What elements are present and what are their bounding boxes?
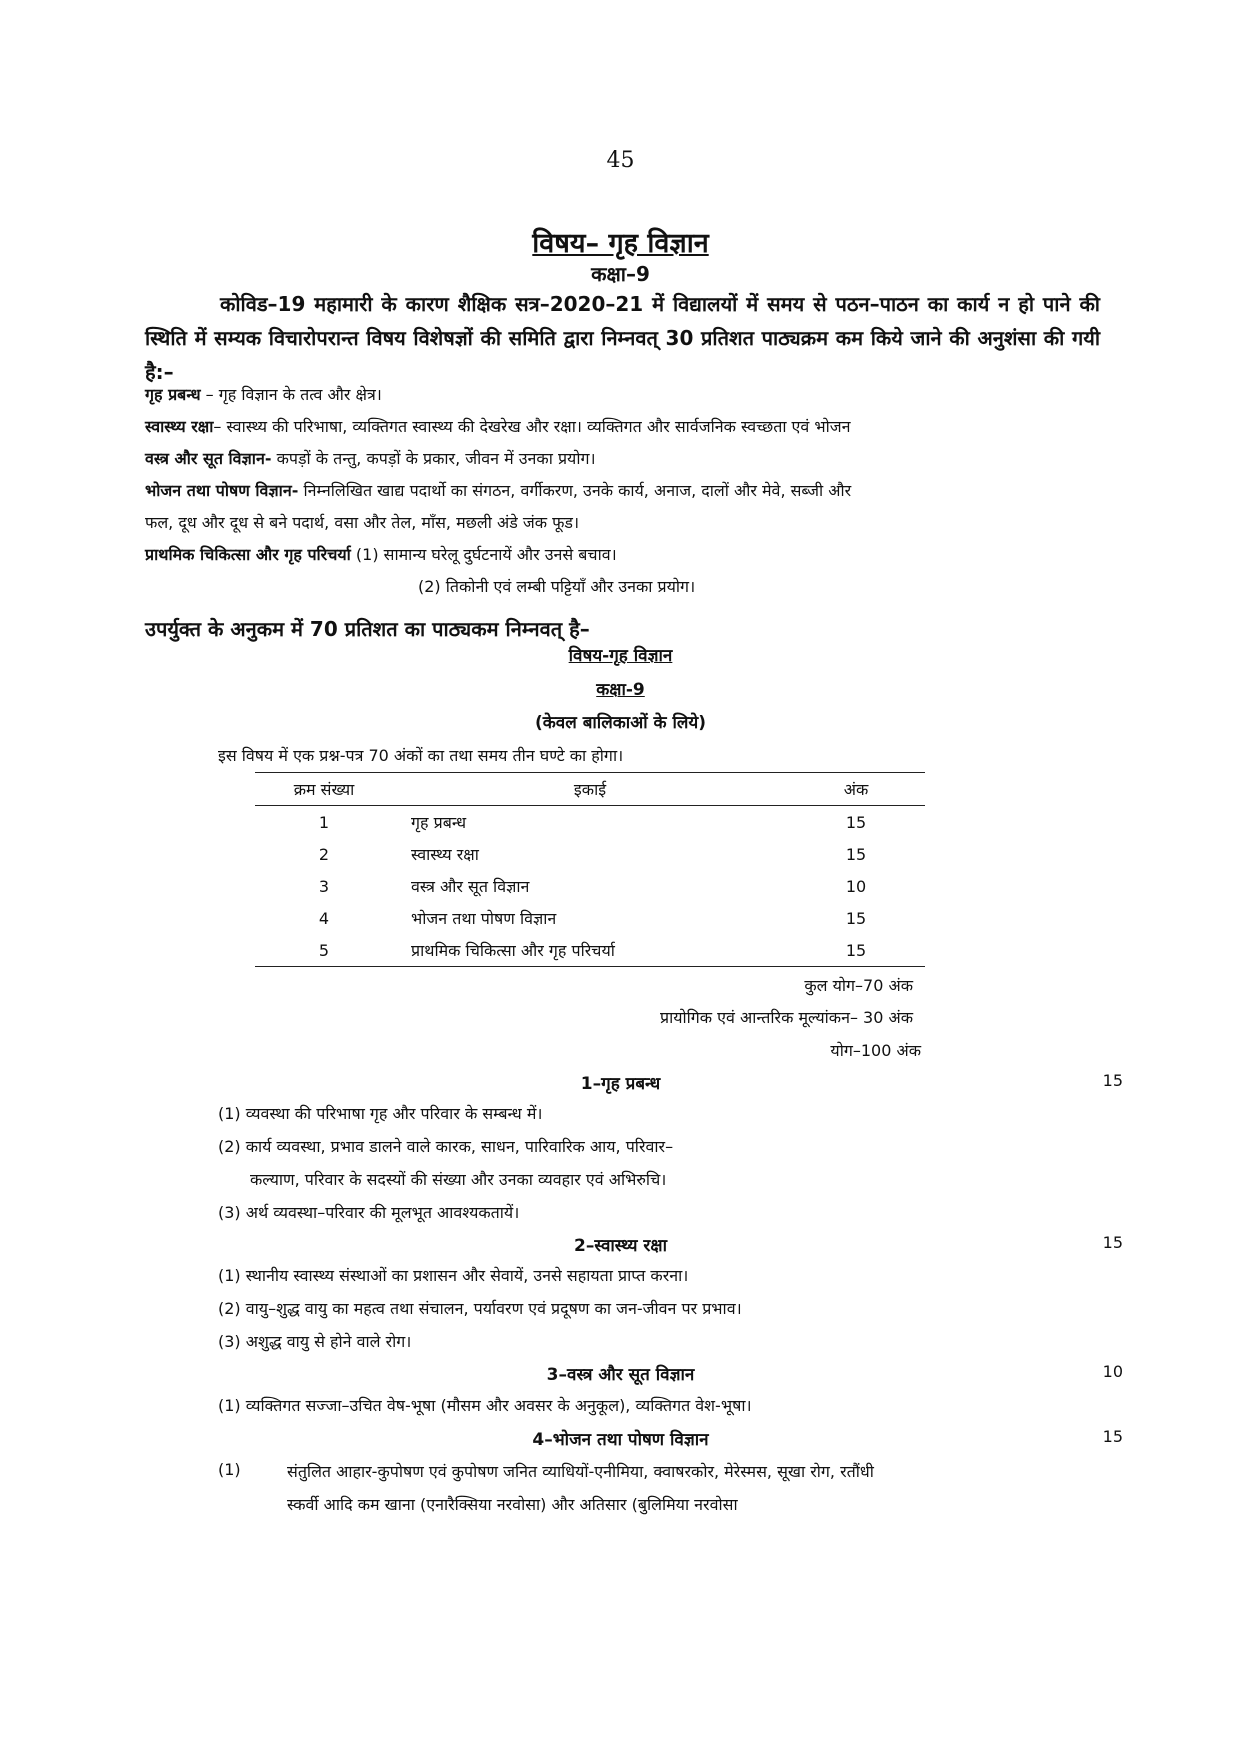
reduced-item — [145, 543, 1105, 567]
cell-serial: 5 — [255, 934, 393, 967]
list-item: (1) व्यक्तिगत सज्जा–उचित वेष-भूषा (मौसम और अवसर के अनुकूल), व्यक्तिगत वेश-भूषा। — [218, 1396, 752, 1415]
class-subtitle: कक्षा-9 — [596, 680, 645, 700]
cell-marks: 15 — [845, 812, 867, 832]
cell-serial: 3 — [318, 876, 330, 896]
reduced-label: वस्त्र और सूत विज्ञान- — [145, 449, 272, 468]
section-title: 2–स्वास्थ्य रक्षा — [574, 1236, 667, 1256]
cell-unit: भोजन तथा पोषण विज्ञान — [411, 909, 557, 928]
section-title: 4–भोजन तथा पोषण विज्ञान — [532, 1430, 709, 1450]
section-title: 1–गृह प्रबन्ध — [580, 1074, 661, 1094]
cell-serial: 4 — [318, 908, 330, 928]
list-item: (2) वायु–शुद्ध वायु का महत्व तथा संचालन, पर्यावरण एवं प्रदूषण का जन-जीवन पर प्रभाव। — [218, 1299, 742, 1318]
section-marks: 15 — [1102, 1427, 1123, 1446]
cell-unit: वस्त्र और सूत विज्ञान — [411, 877, 530, 896]
reduced-text: (1) सामान्य घरेलू दुर्घटनायें और उनसे बचाव। — [350, 545, 617, 564]
girls-only-note: (केवल बालिकाओं के लिये) — [534, 713, 707, 733]
section-title: 3–वस्त्र और सूत विज्ञान — [546, 1365, 695, 1385]
table-header-row — [255, 773, 925, 806]
reduced-item — [145, 383, 1105, 407]
table-row — [255, 870, 925, 902]
units-table — [255, 772, 925, 967]
list-item: (2) कार्य व्यवस्था, प्रभाव डालने वाले कारक, साधन, पारिवारिक आय, परिवार– — [218, 1137, 674, 1156]
cell-unit: स्वास्थ्य रक्षा — [411, 845, 479, 864]
cell-marks: 15 — [787, 934, 925, 967]
cell-serial: 2 — [318, 844, 330, 864]
reduced-label: भोजन तथा पोषण विज्ञान- — [145, 481, 299, 500]
header-marks: अंक — [787, 773, 925, 806]
total-marks: कुल योग–70 अंक — [804, 976, 913, 995]
exam-note: इस विषय में एक प्रश्न-पत्र 70 अंकों का तथा समय तीन घण्टे का होगा। — [218, 746, 624, 765]
reduced-item — [145, 479, 1105, 503]
list-item: (1) व्यवस्था की परिभाषा गृह और परिवार के सम्बन्ध में। — [218, 1104, 543, 1123]
reduced-item — [145, 511, 1105, 535]
list-item-number: (1) — [218, 1460, 241, 1479]
cell-serial: 1 — [318, 812, 330, 832]
table-row — [255, 838, 925, 870]
table-row — [255, 934, 925, 967]
section-marks: 15 — [1102, 1071, 1123, 1090]
list-item: (1) स्थानीय स्वास्थ्य संस्थाओं का प्रशासन और सेवायें, उनसे सहायता प्राप्त करना। — [218, 1266, 689, 1285]
seventy-percent-heading: उपर्युक्त के अनुकम में 70 प्रतिशत का पाठ्यकम निम्नवत् है– — [145, 617, 590, 641]
reduced-label: गृह प्रबन्ध — [145, 385, 201, 404]
list-item: संतुलित आहार-कुपोषण एवं कुपोषण जनित व्याधियों-एनीमिया, क्वाषरकोर, मेरेस्मस, सूखा रोग, रतौंधी — [287, 1462, 874, 1481]
page-title — [0, 223, 1241, 260]
subject-subtitle: विषय-गृह विज्ञान — [568, 646, 673, 666]
section-marks: 10 — [1102, 1362, 1123, 1381]
class-heading: कक्षा–9 — [591, 262, 650, 286]
table-row — [255, 806, 925, 839]
cell-unit: प्राथमिक चिकित्सा और गृह परिचर्या — [393, 934, 787, 967]
reduced-label: स्वास्थ्य रक्षा — [145, 417, 214, 436]
list-item-continued: कल्याण, परिवार के सदस्यों की संख्या और उनका व्यवहार एवं अभिरुचि। — [250, 1170, 667, 1189]
reduced-text: कपड़ों के तन्तु, कपड़ों के प्रकार, जीवन में उनका प्रयोग। — [271, 449, 596, 468]
page-title-text: विषय– गृह विज्ञान — [532, 228, 709, 259]
reduced-text: निम्नलिखित खाद्य पदार्थो का संगठन, वर्गीकरण, उनके कार्य, अनाज, दालों और मेवे, सब्जी और — [298, 481, 852, 500]
list-item-continued: स्कर्वी आदि कम खाना (एनारैक्सिया नरवोसा) और अतिसार (बुलिमिया नरवोसा — [287, 1495, 738, 1514]
reduced-text: – गृह विज्ञान के तत्व और क्षेत्र। — [200, 385, 382, 404]
grand-total: योग–100 अंक — [830, 1041, 921, 1060]
reduced-text: फल, दूध और दूध से बने पदार्थ, वसा और तेल, माँस, मछली अंडे जंक फूड। — [145, 513, 580, 532]
reduced-label: प्राथमिक चिकित्सा और गृह परिचर्या — [145, 545, 351, 564]
cell-marks: 10 — [845, 876, 867, 896]
page-number: 45 — [606, 148, 635, 173]
cell-marks: 15 — [845, 844, 867, 864]
practical-marks: प्रायोगिक एवं आन्तरिक मूल्यांकन– 30 अंक — [659, 1008, 913, 1027]
list-item: (3) अर्थ व्यवस्था–परिवार की मूलभूत आवश्यकतायें। — [218, 1203, 520, 1222]
reduced-item-continued: (2) तिकोनी एवं लम्बी पट्टियाँ और उनका प्रयोग। — [418, 577, 696, 596]
table-row — [255, 902, 925, 934]
reduced-text: – स्वास्थ्य की परिभाषा, व्यक्तिगत स्वास्थ्य की देखरेख और रक्षा। व्यक्तिगत और सार्वजनिक स्वच्छता एवं भोजन — [213, 417, 851, 436]
list-item: (3) अशुद्ध वायु से होने वाले रोग। — [218, 1332, 412, 1351]
cell-unit: गृह प्रबन्ध — [411, 813, 467, 832]
section-marks: 15 — [1102, 1233, 1123, 1252]
reduced-item — [145, 447, 1105, 471]
cell-marks: 15 — [845, 908, 867, 928]
reduced-item — [145, 415, 1105, 439]
intro-paragraph: कोविड–19 महामारी के कारण शैक्षिक सत्र–2020–21 में विद्यालयों में समय से पठन–पाठन का कार्य न हो पाने की स्थिति में सम्यक विचारोपरान्त विषय विशेषज्ञों की समिति द्वारा निम्नवत् 30 प्रतिशत पाठ्यक्रम कम किये जाने की अनुशंसा की गयी है:– — [145, 292, 1100, 384]
header-unit: इकाई — [393, 773, 787, 806]
header-serial: क्रम संख्या — [255, 773, 393, 806]
